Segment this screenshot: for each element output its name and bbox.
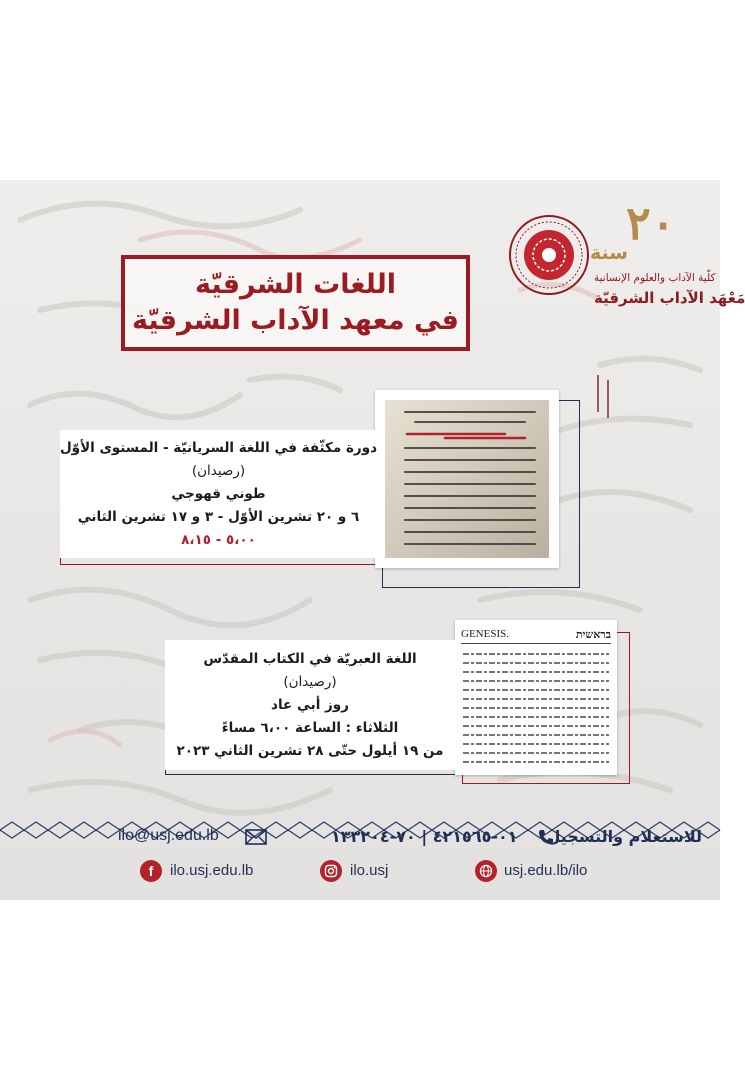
facebook-link[interactable]: ilo.usj.edu.lb	[170, 862, 254, 879]
course2-location: (رصيدان)	[283, 673, 337, 690]
course2-time: الثلاثاء : الساعة ٦،٠٠ مساءً	[221, 719, 399, 736]
course2-teacher: روز أبي عاد	[271, 696, 349, 713]
facebook-icon[interactable]: f	[140, 860, 162, 882]
course1-location: (رصيدان)	[191, 462, 246, 479]
title-box	[121, 255, 470, 351]
logo-sana: سنة	[590, 242, 628, 264]
logo-years: ٢٠	[626, 196, 676, 250]
course2-name: اللغة العبريّة في الكتاب المقدّس	[203, 650, 417, 667]
phone-icon	[537, 828, 555, 846]
course1-teacher: طوني قهوجي	[171, 485, 266, 502]
instagram-link[interactable]: ilo.usj	[350, 862, 389, 879]
hebrew-text-lines-icon	[455, 620, 617, 775]
contact-email[interactable]: ilo@usj.edu.lb	[118, 827, 219, 844]
contact-phones[interactable]: ٠١-٤٢١٥٦٥ | ٧٠-١٣٣٢٠٤	[331, 827, 518, 846]
logo-faculty: كلّية الآداب والعلوم الإنسانية	[594, 272, 716, 284]
course1-dates: ٦ و ٢٠ تشرين الأوّل - ٣ و ١٧ تشرين الثاني	[77, 508, 360, 525]
poster	[0, 180, 745, 900]
course2-card	[165, 640, 455, 770]
page-subtitle: في معهد الآداب الشرقيّة	[132, 305, 459, 336]
page-title: اللغات الشرقيّة	[194, 269, 397, 300]
website-link[interactable]: usj.edu.lb/ilo	[504, 862, 588, 879]
course1-name: دورة مكثّفة في اللغة السريانيّة - المستوى الأوّل	[59, 439, 378, 456]
hebrew-heading-he: בראשית	[575, 628, 611, 641]
course1-time: ٥،٠٠ - ٨،١٥	[181, 531, 256, 548]
seal-icon	[508, 214, 590, 296]
institute-logo	[508, 196, 745, 308]
contact-strip	[0, 820, 720, 900]
envelope-icon	[245, 829, 267, 845]
course2-dates: من ١٩ أيلول حتّى ٢٨ تشرين الثاني ٢٠٢٣	[176, 742, 444, 759]
globe-icon[interactable]	[475, 860, 497, 882]
syriac-manuscript-photo	[375, 390, 559, 568]
hebrew-heading-en: GENESIS.	[461, 628, 509, 640]
instagram-icon[interactable]	[320, 860, 342, 882]
logo-institute: مَعْهَد الآداب الشرقيّة	[594, 289, 745, 307]
contact-label: للاستعلام والتسجيل	[546, 827, 702, 846]
hebrew-bible-photo	[455, 620, 617, 775]
manuscript-icon	[375, 390, 559, 568]
course1-card	[60, 430, 377, 558]
